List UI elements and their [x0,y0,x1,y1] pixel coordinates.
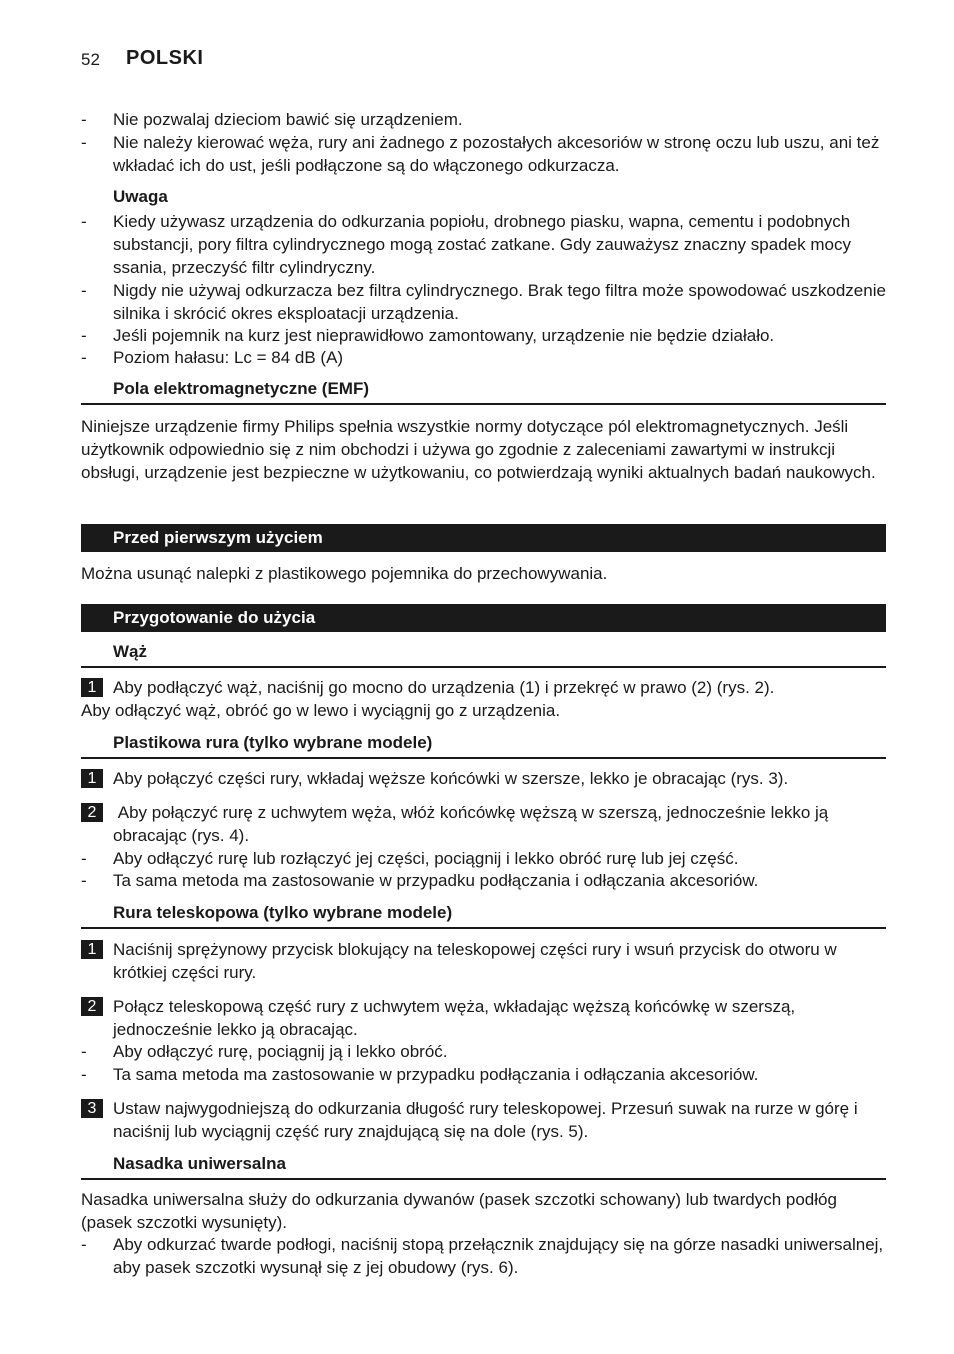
step-number-badge: 1 [81,940,103,959]
list-item: - Aby odłączyć rurę lub rozłączyć jej części, pociągnij i lekko obróć rurę lub jej część. [81,849,739,868]
bullet-dash: - [81,110,87,129]
list-item: - Nigdy nie używaj odkurzacza bez filtra cylindrycznego. Brak tego filtra może spowodować uszkodzenie silnika i skrócić okres eksploatacji urządzenia. [81,281,886,323]
bullet-dash: - [81,133,87,152]
list-item: - Aby odkurzać twarde podłogi, naciśnij stopą przełącznik znajdujący się na górze nasadki uniwersalnej, aby pasek szczotki wysunął się z jej obudowy (rys. 6). [81,1235,884,1277]
plastic-tube-heading: Plastikowa rura (tylko wybrane modele) [81,733,886,759]
before-first-use-heading: Przed pierwszym użyciem [81,524,886,552]
step-number-badge: 2 [81,803,103,822]
emf-heading: Pola elektromagnetyczne (EMF) [81,379,886,405]
step-item: 3 Ustaw najwygodniejszą do odkurzania długość rury teleskopowej. Przesuń suwak na rurze w górę i naciśnij lub wyciągnij część rury znajdującą się na dole (rys. 5). [81,1097,886,1143]
list-item: - Poziom hałasu: Lc = 84 dB (A) [81,348,344,367]
page-language-title: POLSKI [126,47,204,69]
list-item: - Ta sama metoda ma zastosowanie w przypadku podłączania i odłączania akcesoriów. [81,1065,759,1084]
step-item: 1 Aby połączyć części rury, wkładaj węższe końcówki w szersze, lekko je obracając (rys. 3). [81,767,886,790]
step-number-badge: 1 [81,678,103,697]
list-item: - Ta sama metoda ma zastosowanie w przypadku podłączania i odłączania akcesoriów. [81,871,759,890]
list-item: - Nie pozwalaj dzieciom bawić się urządzeniem. [81,110,463,129]
emf-text: Niniejsze urządzenie firmy Philips spełnia wszystkie normy dotyczące pól elektromagnetycznych. Jeśli użytkownik odpowiednio się z nim obchodzi i używa go zgodnie z zaleceniami zawartymi w instrukcji obsługi, urządzenie jest bezpieczne w użytkowaniu, co potwierdzają wyniki aktualnych badań naukowych. [81,417,876,482]
nozzle-text: Nasadka uniwersalna służy do odkurzania dywanów (pasek szczotki schowany) lub twardych podłóg (pasek szczotki wysunięty). [81,1190,837,1232]
step-number-badge: 2 [81,997,103,1016]
nozzle-heading: Nasadka uniwersalna [81,1154,886,1180]
preparing-heading: Przygotowanie do użycia [81,604,886,632]
step-number-badge: 1 [81,769,103,788]
list-item: - Aby odłączyć rurę, pociągnij ją i lekko obróć. [81,1042,448,1061]
step-item: 2 Połącz teleskopową część rury z uchwytem węża, wkładając węższą końcówkę w szerszą, jednocześnie lekko ją obracając. [81,995,886,1041]
before-first-use-text: Można usunąć nalepki z plastikowego pojemnika do przechowywania. [81,564,608,583]
step-number-badge: 3 [81,1099,103,1118]
step-item: 1 Naciśnij sprężynowy przycisk blokujący na teleskopowej części rury i wsuń przycisk do otworu w krótkiej części rury. [81,938,886,984]
telescopic-tube-heading: Rura teleskopowa (tylko wybrane modele) [81,903,886,929]
list-item: - Jeśli pojemnik na kurz jest nieprawidłowo zamontowany, urządzenie nie będzie działało. [81,326,775,345]
step-item: 1 Aby podłączyć wąż, naciśnij go mocno do urządzenia (1) i przekręć w prawo (2) (rys. 2). [81,676,886,699]
step-item: 2 Aby połączyć rurę z uchwytem węża, włóż końcówkę węższą w szerszą, jednocześnie lekko ją obracając (rys. 4). [81,801,886,847]
hose-note: Aby odłączyć wąż, obróć go w lewo i wyciągnij go z urządzenia. [81,701,561,720]
list-item: - Kiedy używasz urządzenia do odkurzania popiołu, drobnego piasku, wapna, cementu i podobnych substancji, pory filtra cylindrycznego mogą zostać zatkane. Gdy zauważysz znaczny spadek mocy ssania, przeczyść filtr cylindryczny. [81,212,851,277]
list-item: - Nie należy kierować węża, rury ani żadnego z pozostałych akcesoriów w stronę oczu lub uszu, ani też wkładać ich do ust, jeśli podłączone są do włączonego odkurzacza. [81,133,880,175]
hose-heading: Wąż [81,642,886,668]
uwaga-heading: Uwaga [113,187,168,206]
page-number: 52 [81,50,100,69]
